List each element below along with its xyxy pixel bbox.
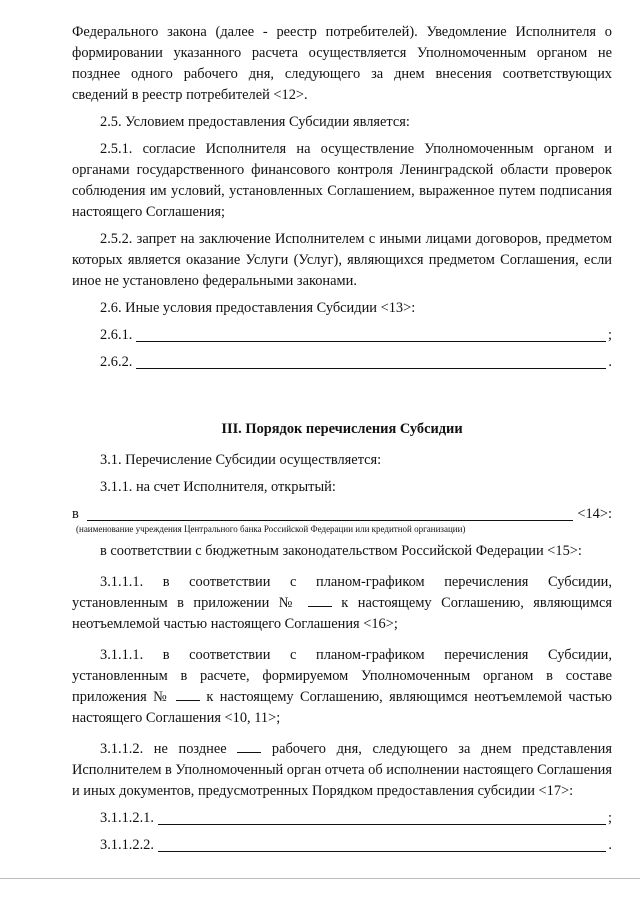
clause-3-1: 3.1. Перечисление Субсидии осуществляется: xyxy=(100,452,382,468)
clause-3-1-1-2-2-blank-line[interactable] xyxy=(72,835,612,856)
fill-in-underline[interactable] xyxy=(136,326,606,342)
clause-2-6-2-blank-line[interactable] xyxy=(72,352,612,373)
clause-2-5-2: 2.5.2. запрет на заключение Исполнителем с иными лицами договоров, предметом которых является оказание Услуги (Услуг), являющихся предметом Соглашения, если иное не установлено федеральными законами. xyxy=(72,231,612,289)
clause-label: 2.6.2. xyxy=(100,354,133,370)
bank-name-underline[interactable] xyxy=(87,505,574,521)
bank-caption: (наименование учреждения Центрального банка Российской Федерации или кредитной организации) xyxy=(76,524,466,534)
line-end-punct: . xyxy=(608,354,612,370)
paragraph-budget-law: в соответствии с бюджетным законодательством Российской Федерации <15>: xyxy=(100,543,582,559)
clause-2-6-1-blank-line[interactable] xyxy=(72,325,612,346)
clause-2-5: 2.5. Условием предоставления Субсидии является: xyxy=(100,114,410,130)
paragraph-registry-notice: Федерального закона (далее - реестр потребителей). Уведомление Исполнителя о формировании указанного расчета осуществляется Уполномоченным органом не позднее одного рабочего дня, следующего за днем внесения соответствующих сведений в реестр потребителей <12>. xyxy=(72,24,612,103)
clause-3-1-1-2-1-blank-line[interactable] xyxy=(72,808,612,829)
appendix-number-blank[interactable] xyxy=(308,594,332,607)
fill-in-underline[interactable] xyxy=(158,809,606,825)
clause-3-1-1: 3.1.1. на счет Исполнителя, открытый: xyxy=(100,479,336,495)
page-bottom-edge xyxy=(0,878,640,879)
bank-prefix: в xyxy=(72,506,79,522)
bank-footnote-ref: <14>: xyxy=(577,506,612,522)
fill-in-underline[interactable] xyxy=(136,353,606,369)
section-heading-3: III. Порядок перечисления Субсидии xyxy=(221,421,463,437)
clause-2-6: 2.6. Иные условия предоставления Субсидии <13>: xyxy=(100,300,416,316)
document-body xyxy=(72,22,612,856)
bank-name-line[interactable] xyxy=(72,504,612,525)
clause-3-1-1-1-schedule: 3.1.1.1. в соответствии с планом-графиком перечисления Субсидии, установленным в приложении № к настоящему Соглашению, являющимся неотъемлемой частью настоящего Соглашения <16>; xyxy=(72,574,612,632)
line-end-punct: ; xyxy=(608,810,612,826)
clause-3-1-1-1-calculation: 3.1.1.1. в соответствии с планом-графиком перечисления Субсидии, установленным в расчете, формируемом Уполномоченным органом в составе приложения № к настоящему Соглашению, являющимся неотъемлемой частью настоящего Соглашения <10, 11>; xyxy=(72,647,613,726)
line-end-punct: . xyxy=(608,837,612,853)
working-day-blank[interactable] xyxy=(237,740,261,753)
clause-label: 3.1.1.2.1. xyxy=(100,810,154,826)
appendix-number-blank[interactable] xyxy=(176,688,200,701)
clause-label: 2.6.1. xyxy=(100,327,133,343)
clause-label: 3.1.1.2.2. xyxy=(100,837,154,853)
fill-in-underline[interactable] xyxy=(158,836,606,852)
clause-3-1-1-2: 3.1.1.2. не позднее рабочего дня, следующего за днем представления Исполнителем в Уполномоченный орган отчета об исполнении настоящего Соглашения и иных документов, предусмотренных Порядком предоставления субсидии <17>: xyxy=(72,741,612,799)
line-end-punct: ; xyxy=(608,327,612,343)
clause-2-5-1: 2.5.1. согласие Исполнителя на осуществление Уполномоченным органом и органами государственного финансового контроля Ленинградской области проверок соблюдения им условий, установленных Соглашением, выраженное путем подписания настоящего Соглашения; xyxy=(72,141,612,220)
